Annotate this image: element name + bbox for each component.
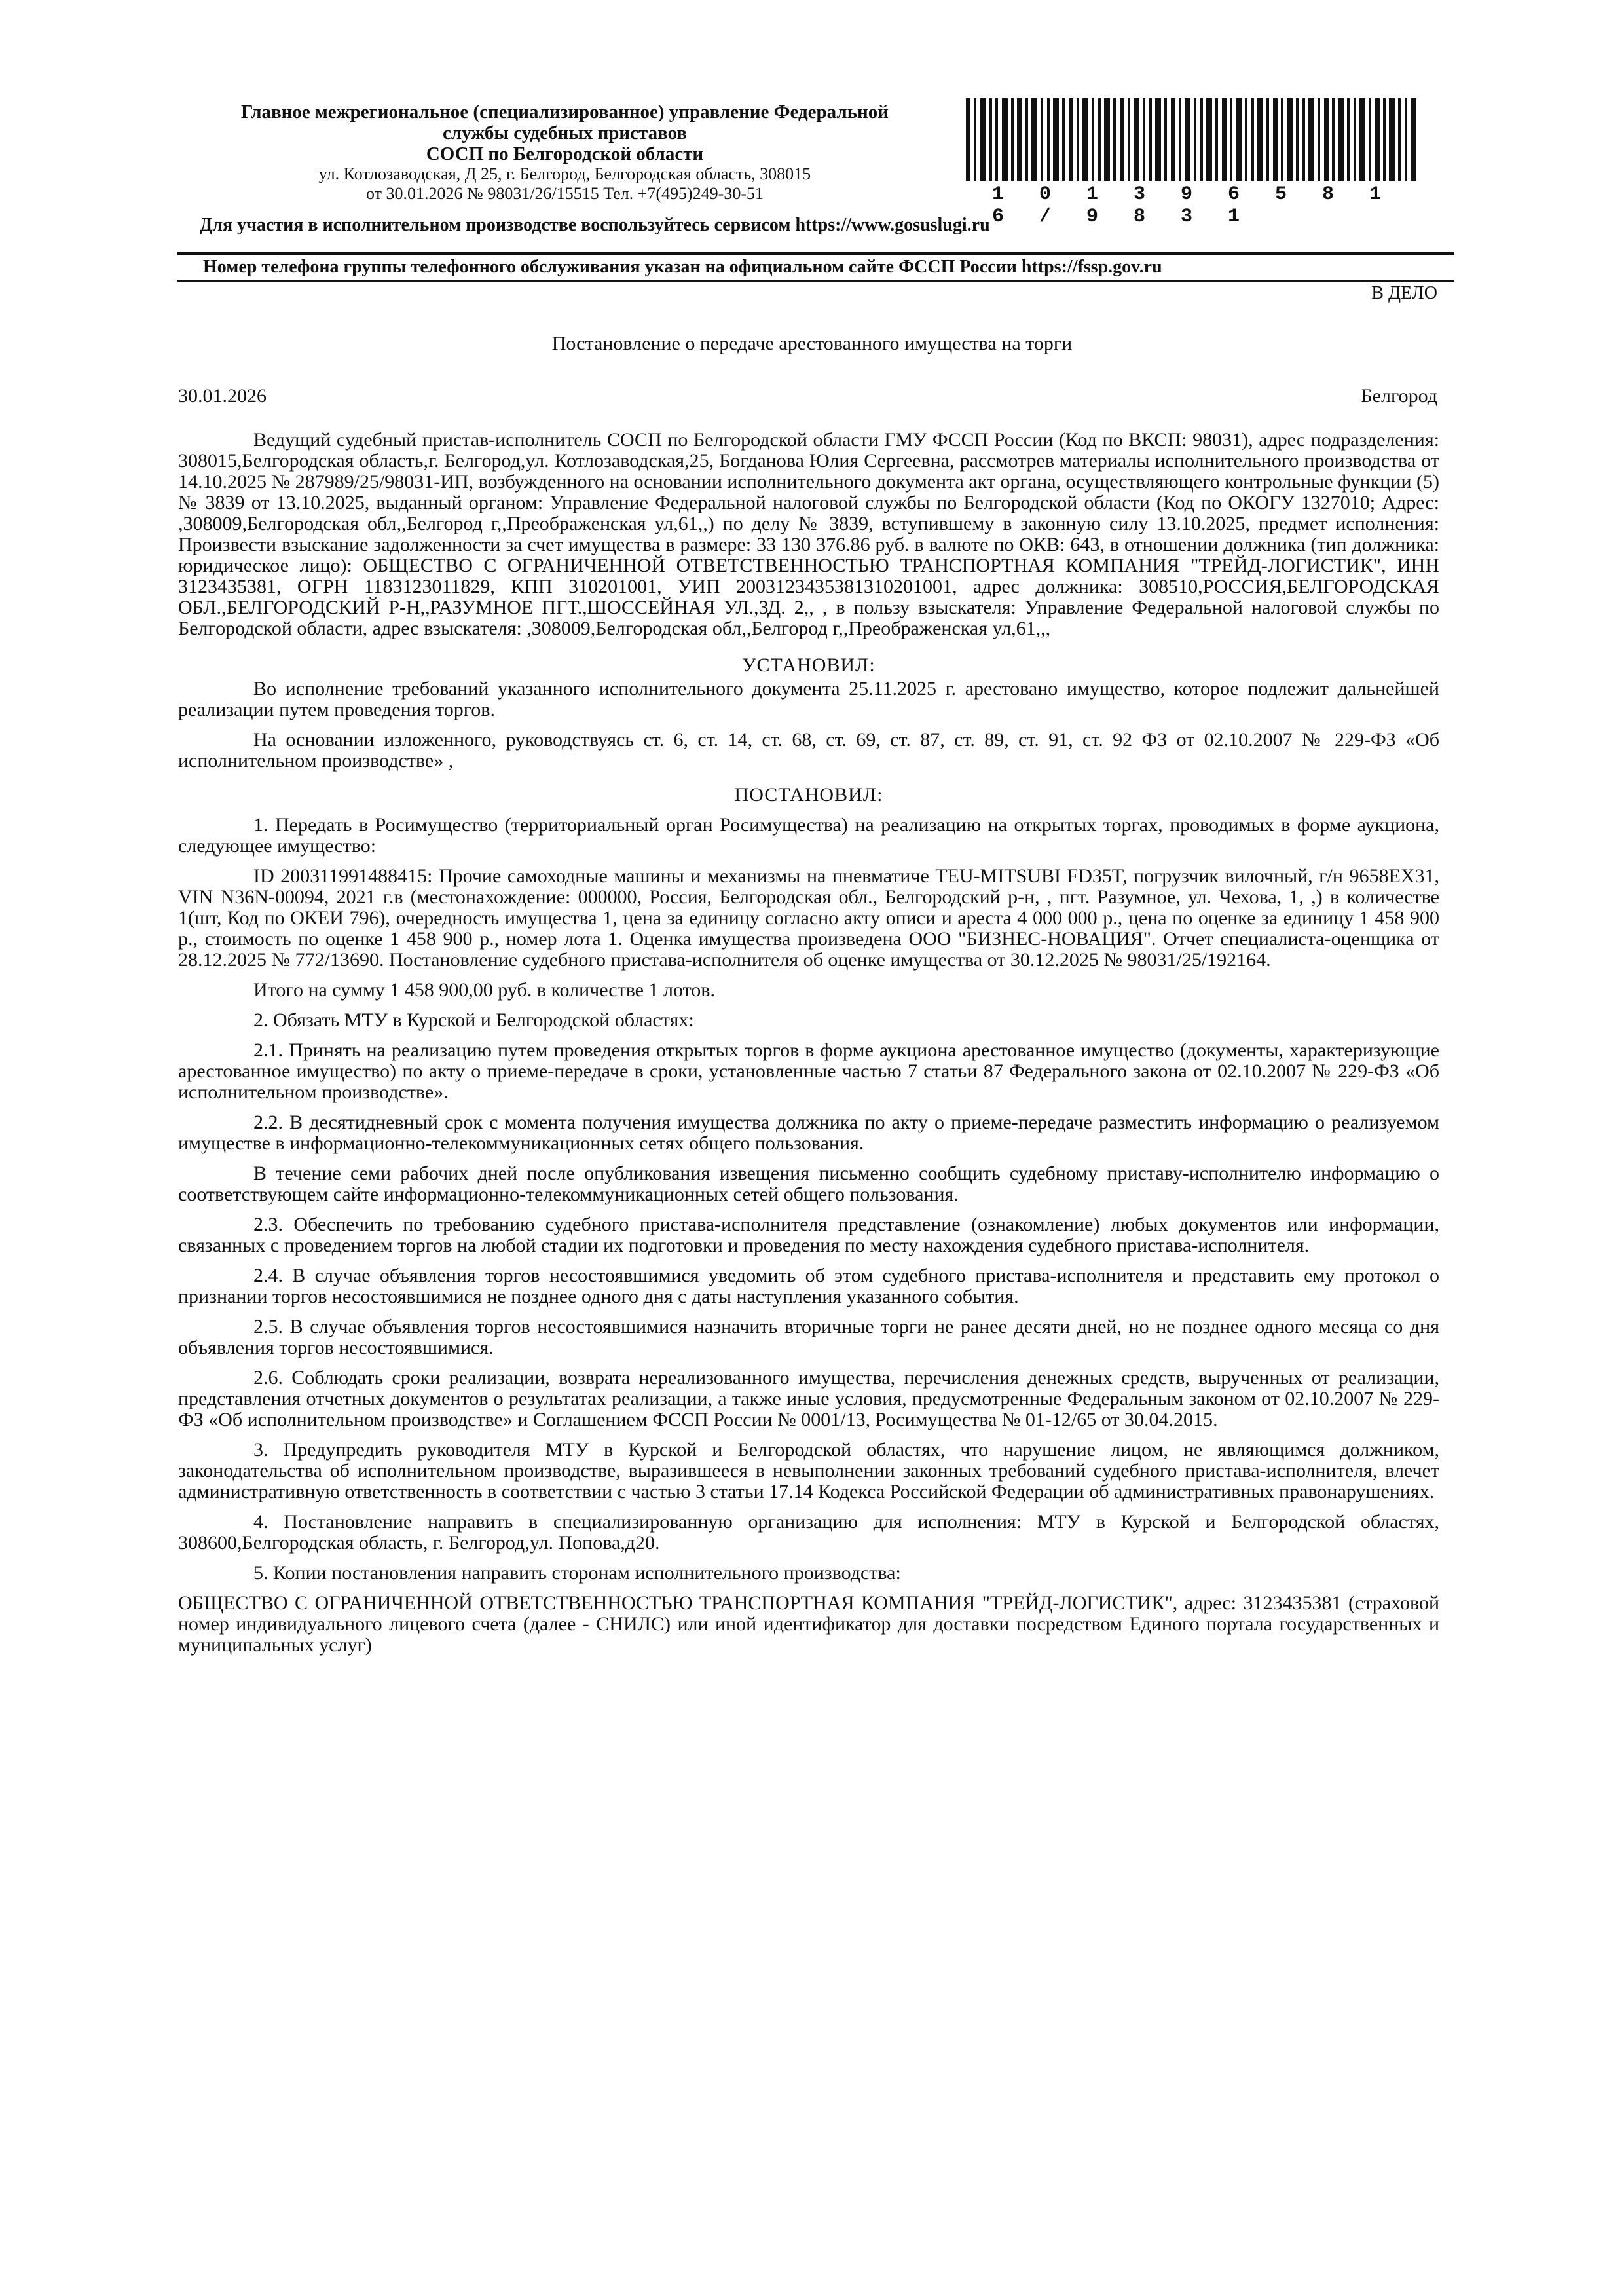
issuer-header xyxy=(177,102,953,204)
document-city: Белгород xyxy=(1361,385,1437,407)
barcode xyxy=(966,98,1424,228)
decree-item: 2.5. В случае объявления торгов несостоявшимися назначить вторичные торги не ранее десяти дней, но не позднее одного месяца со дня объявления торгов несостоявшимися. xyxy=(178,1316,1439,1358)
decree-item: ID 200311991488415: Прочие самоходные машины и механизмы на пневматиче TEU-MITSUBI FD35T, погрузчик вилочный, г/н 9658EX31, VIN N36N-00094, 2021 г.в (местонахождение: 000000, Россия, Белгородская обл., Белгородский р-н, , пгт. Разумное, ул. Чехова, 1, ,) в количестве 1(шт, Код по ОКЕИ 796), очередность имущества 1, цена за единицу согласно акту описи и ареста 4 000 000 р., цена по оценке за единицу 1 458 900 р., стоимость по оценке 1 458 900 р., номер лота 1. Оценка имущества произведена ООО "БИЗНЕС-НОВАЦИЯ". Отчет специалиста-оценщика от 28.12.2025 № 772/13690. Постановление судебного пристава-исполнителя об оценке имущества от 30.12.2025 № 98031/25/192164. xyxy=(178,865,1439,971)
issuer-ref-line: от 30.01.2026 № 98031/26/15515 Тел. +7(495)249-30-51 xyxy=(366,184,764,203)
established-heading: УСТАНОВИЛ: xyxy=(742,654,876,676)
barcode-number: 1 0 1 3 9 6 5 8 1 6 / 9 8 3 1 xyxy=(992,183,1393,228)
gosuslugi-service-line: Для участия в исполнительном производстве воспользуйтесь сервисом https://www.gosuslugi.ru xyxy=(200,215,990,235)
issuer-org-line3: СОСП по Белгородской области xyxy=(426,143,704,164)
decree-item: 2.3. Обеспечить по требованию судебного пристава-исполнителя представление (ознакомление) любых документов или информации, связанных с проведением торгов на любой стадии их подготовки и проведения по месту нахождения судебного пристава-исполнителя. xyxy=(178,1214,1439,1256)
final-paragraph: ОБЩЕСТВО С ОГРАНИЧЕННОЙ ОТВЕТСТВЕННОСТЬЮ ТРАНСПОРТНАЯ КОМПАНИЯ "ТРЕЙД-ЛОГИСТИК", адрес: 3123435381 (страховой номер индивидуального лицевого счета (далее - СНИЛС) или иной идентификатор для доставки посредством Единого портала государственных и муниципальных услуг) xyxy=(178,1592,1439,1656)
decree-item: 1. Передать в Росимущество (территориальный орган Росимущества) на реализацию на открытых торгах, проводимых в форме аукциона, следующее имущество: xyxy=(178,814,1439,857)
issuer-org-line1: Главное межрегиональное (специализированное) управление Федеральной xyxy=(241,102,889,122)
v-delo-mark: В ДЕЛО xyxy=(1371,283,1437,303)
issuer-address: ул. Котлозаводская, Д 25, г. Белгород, Белгородская область, 308015 xyxy=(318,164,811,183)
phone-info-text: Номер телефона группы телефонного обслуживания указан на официальном сайте ФССП России https://fssp.gov.ru xyxy=(203,257,1162,277)
decreed-heading: ПОСТАНОВИЛ: xyxy=(734,784,883,806)
established-paragraph-2: На основании изложенного, руководствуясь ст. 6, ст. 14, ст. 68, ст. 69, ст. 87, ст. 89, ст. 91, ст. 92 ФЗ от 02.10.2007 № 229-ФЗ «Об исполнительном производстве» , xyxy=(178,729,1439,772)
established-paragraph-1: Во исполнение требований указанного исполнительного документа 25.11.2025 г. арестовано имущество, которое подлежит дальнейшей реализации путем проведения торгов. xyxy=(178,678,1439,720)
decree-item: 2.4. В случае объявления торгов несостоявшимися уведомить об этом судебного пристава-исполнителя и представить ему протокол о признании торгов несостоявшимися не позднее одного дня с даты наступления указанного события. xyxy=(178,1265,1439,1307)
decree-item: 2.2. В десятидневный срок с момента получения имущества должника по акту о приеме-передаче разместить информацию о реализуемом имуществе в информационно-телекоммуникационных сетях общего пользования. xyxy=(178,1111,1439,1154)
document-date: 30.01.2026 xyxy=(178,385,267,407)
decree-item: 2. Обязать МТУ в Курской и Белгородской областях: xyxy=(253,1009,694,1031)
decree-item: 5. Копии постановления направить сторонам исполнительного производства: xyxy=(253,1562,901,1584)
barcode-bars xyxy=(966,98,1418,181)
phone-info-box xyxy=(177,252,1454,278)
issuer-org-line2: службы судебных приставов xyxy=(442,122,688,143)
decree-item: Итого на сумму 1 458 900,00 руб. в количестве 1 лотов. xyxy=(253,979,715,1001)
document-title: Постановление о передаче арестованного имущества на торги xyxy=(551,333,1073,354)
decree-item: 4. Постановление направить в специализированную организацию для исполнения: МТУ в Курской и Белгородской областях, 308600,Белгородская область, г. Белгород,ул. Попова,д20. xyxy=(178,1511,1439,1554)
decree-item: 2.1. Принять на реализацию путем проведения открытых торгов в форме аукциона арестованное имущество (документы, характеризующие арестованное имущество) по акту о приеме-передаче в сроки, установленные частью 7 статьи 87 Федерального закона от 02.10.2007 № 229-ФЗ «Об исполнительном производстве». xyxy=(178,1039,1439,1103)
intro-paragraph: Ведущий судебный пристав-исполнитель СОСП по Белгородской области ГМУ ФССП России (Код по ВКСП: 98031), адрес подразделения: 308015,Белгородская область,г. Белгород,ул. Котлозаводская,25, Богданова Юлия Сергеевна, рассмотрев материалы исполнительного производства от 14.10.2025 № 287989/25/98031-ИП, возбужденного на основании исполнительного документа акт органа, осуществляющего контрольные функции (5) № 3839 от 13.10.2025, выданный органом: Управление Федеральной налоговой службы по Белгородской области (Код по ОКОГУ 1327010; Адрес: ,308009,Белгородская обл,,Белгород г,,Преображенская ул,61,,) по делу № 3839, вступившему в законную силу 13.10.2025, предмет исполнения: Произвести взыскание задолженности за счет имущества в размере: 33 130 376.86 руб. в валюте по ОКВ: 643, в отношении должника (тип должника: юридическое лицо): ОБЩЕСТВО С ОГРАНИЧЕННОЙ ОТВЕТСТВЕННОСТЬЮ ТРАНСПОРТНАЯ КОМПАНИЯ "ТРЕЙД-ЛОГИСТИК", ИНН 3123435381, ОГРН 1183123011829, КПП 310201001, УИП 2003123435381310201001, адрес должника: 308510,РОССИЯ,БЕЛГОРОДСКАЯ ОБЛ.,БЕЛГОРОДСКИЙ Р-Н,,РАЗУМНОЕ ПГТ.,ШОССЕЙНАЯ УЛ.,ЗД. 2,, , в пользу взыскателя: Управление Федеральной налоговой службы по Белгородской области, адрес взыскателя: ,308009,Белгородская обл,,Белгород г,,Преображенская ул,61,,, xyxy=(178,429,1439,639)
phone-info-rule xyxy=(177,280,1454,282)
decree-item: В течение семи рабочих дней после опубликования извещения письменно сообщить судебному приставу-исполнителю информацию о соответствующем сайте информационно-телекоммуникационных сетей общего пользования. xyxy=(178,1163,1439,1205)
decree-item: 3. Предупредить руководителя МТУ в Курской и Белгородской областях, что нарушение лицом, не являющимся должником, законодательства об исполнительном производстве, выразившееся в невыполнении законных требований судебного пристава-исполнителя, влечет административную ответственность в соответствии с частью 3 статьи 17.14 Кодекса Российской Федерации об административных правонарушениях. xyxy=(178,1439,1439,1502)
document-body xyxy=(178,430,1439,1665)
decree-item: 2.6. Соблюдать сроки реализации, возврата нереализованного имущества, перечисления денежных средств, вырученных от реализации, представления отчетных документов о результатах реализации, а также иные условия, предусмотренные Федеральным законом от 02.10.2007 № 229-ФЗ «Об исполнительном производстве» и Соглашением ФССП России № 0001/13, Росимущества № 01-12/65 от 30.04.2015. xyxy=(178,1367,1439,1430)
